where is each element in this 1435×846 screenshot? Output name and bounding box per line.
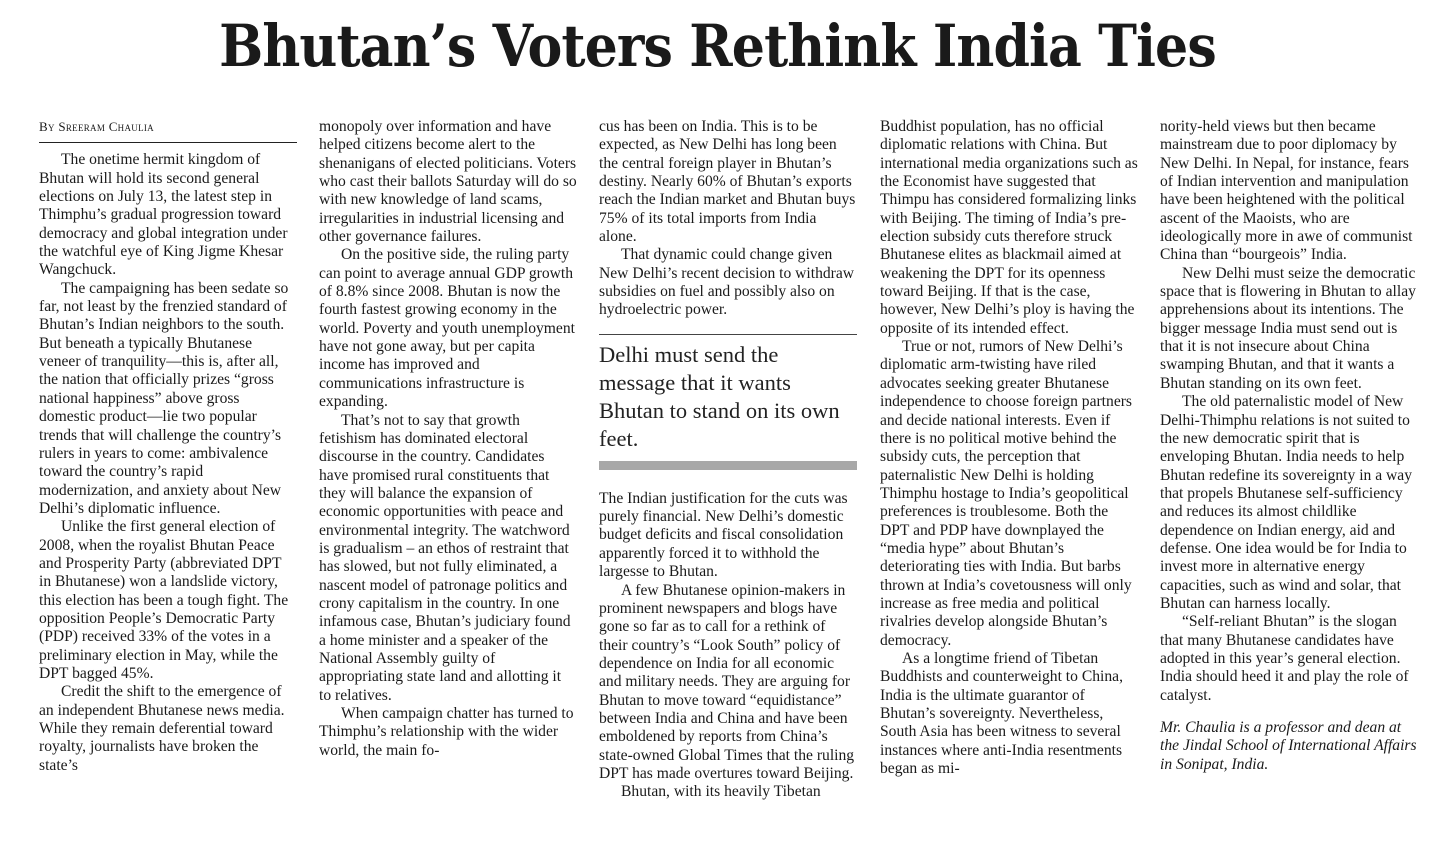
paragraph: Bhutan, with its heavily Tibetan (621, 783, 821, 801)
pull-quote: Delhi must send the message that it wants Bhutan to stand on its own feet. (599, 334, 857, 470)
paragraph: Unlike the first general election of 2008, when the royalist Bhutan Peace and Prosperity Party (abbreviated DPT in Bhutanese) won a landslide victory, this election has been a tough fight. The opposition People’s Democratic Party (PDP) received 33% of the votes in a preliminary election in May, while the DPT bagged 45%. (39, 518, 289, 682)
paragraph: cus has been on India. This is to be expected, as New Delhi has long been the central foreign player in Bhutan’s destiny. Nearly 60% of Bhutan’s exports reach the Indian market and Bhutan buys 75% of its total imports from India alone. (599, 118, 856, 246)
paragraph: The Indian justification for the cuts was purely financial. New Delhi’s domestic budget deficits and fiscal consolidation apparently forced it to withhold the largesse to Bhutan. (599, 489, 848, 581)
paragraph: A few Bhutanese opinion-makers in prominent newspapers and blogs have gone so far as to call for a rethink of their country’s “Look South” policy of dependence on India for all economic and military needs. They are arguing for Bhutan to move toward “equidistance” between India and China and have been emboldened by reports from China’s state-owned Global Times that the ruling DPT has made overtures toward Beijing. (599, 581, 855, 782)
paragraph: True or not, rumors of New Delhi’s diplomatic arm-twisting have riled advocates seeking greater Bhutanese independence to choose foreign partners and decide national interests. Even if there is no political motive behind the subsidy cuts, the perception that paternalistic New Delhi is holding Thimphu hostage to India’s geopolitical preferences is troublesome. Both the DPT and PDP have downplayed the “media hype” about Bhutan’s deteriorating ties with India. But barbs thrown at India’s covetousness will only increase as free media and political rivalries develop alongside Bhutan’s democracy. (880, 338, 1132, 649)
article-column-3 (599, 118, 857, 802)
paragraph: The onetime hermit kingdom of Bhutan will hold its second general elections on July 13, the latest step in Thimphu’s gradual progression toward democracy and global integration under the watchful eye of King Jigme Khesar Wangchuck. (39, 151, 288, 279)
paragraph: “Self-reliant Bhutan” is the slogan that many Bhutanese candidates have adopted in this year’s general election. India should heed it and play the role of catalyst. (1160, 613, 1409, 704)
paragraph: New Delhi must seize the democratic space that is flowering in Bhutan to allay apprehensions about its intentions. The bigger message India must send out is that it is not insecure about China swamping Bhutan, and that it wants a Bhutan standing on its own feet. (1160, 264, 1416, 392)
author-bio: Mr. Chaulia is a professor and dean at the Jindal School of International Affairs in Sonipat, India. (1160, 719, 1417, 773)
paragraph: That’s not to say that growth fetishism has dominated electoral discourse in the country. Candidates have promised rural constituents that they will balance the expansion of economic opportunities with peace and environmental integrity. The watchword is gradualism – an ethos of restraint that has slowed, but not fully eliminated, a nascent model of patronage politics and crony capitalism in the country. In one infamous case, Bhutan’s judiciary found a home minister and a speaker of the National Assembly guilty of appropriating state land and allotting it to relatives. (319, 411, 571, 704)
article-column-1 (39, 118, 297, 775)
paragraph: The old paternalistic model of New Delhi-Thimphu relations is not suited to the new democratic spirit that is enveloping Bhutan. India needs to help Bhutan redefine its sovereignty in a way that propels Bhutanese self-sufficiency and reduces its almost childlike dependence on Indian energy, aid and defense. One idea would be for India to invest more in alternative energy capacities, such as wind and solar, that Bhutan can harness locally. (1160, 393, 1413, 612)
paragraph: On the positive side, the ruling party can point to average annual GDP growth of 8.8% since 2008. Bhutan is now the fourth fastest growing economy in the world. Poverty and youth unemployment have not gone away, but per capita income has improved and communications infrastructure is expanding. (319, 246, 575, 411)
headline: Bhutan’s Voters Rethink India Ties (219, 12, 1216, 80)
paragraph: The campaigning has been sedate so far, not least by the frenzied standard of Bhutan’s Indian neighbors to the south. But beneath a typically Bhutanese veneer of tranquility—this is, after all, the nation that officially prizes “gross national happiness” above gross domestic product—lie two popular trends that will challenge the country’s rulers in years to come: ambivalence toward the country’s rapid modernization, and anxiety about New Delhi’s diplomatic influence. (39, 279, 289, 517)
paragraph: nority-held views but then became mainstream due to poor diplomacy by New Delhi. In Nepal, for instance, fears of Indian intervention and manipulation have been heightened with the political ascent of the Maoists, who are ideologically more in awe of communist China than “bourgeois” India. (1160, 118, 1413, 264)
paragraph: As a longtime friend of Tibetan Buddhists and counterweight to China, India is the ultimate guarantor of Bhutan’s sovereignty. Nevertheless, South Asia has been witness to several instances where anti-India resentments began as mi- (880, 649, 1123, 778)
paragraph: Credit the shift to the emergence of an independent Bhutanese news media. While they remain deferential toward royalty, journalists have broken the state’s (39, 683, 285, 774)
article-column-2 (319, 118, 577, 760)
paragraph: When campaign chatter has turned to Thimphu’s relationship with the wider world, the main fo- (319, 705, 574, 759)
paragraph: That dynamic could change given New Delhi’s recent decision to withdraw subsidies on fuel and possibly also on hydroelectric power. (599, 246, 855, 319)
byline: By Sreeram Chaulia (39, 118, 297, 143)
paragraph: Buddhist population, has no official diplomatic relations with China. But international media organizations such as the Economist have suggested that Thimpu has considered formalizing links with Beijing. The timing of India’s pre-election subsidy cuts therefore struck Bhutanese elites as blackmail aimed at weakening the DPT for its openness toward Beijing. If that is the case, however, New Delhi’s ploy is having the opposite of its intended effect. (880, 118, 1138, 337)
paragraph: monopoly over information and have helped citizens become alert to the shenanigans of elected politicians. Voters who cast their ballots Saturday will do so with new knowledge of land scams, irregularities in industrial licensing and other governance failures. (319, 118, 577, 246)
article-column-4 (880, 118, 1138, 778)
article-column-5 (1160, 118, 1418, 774)
